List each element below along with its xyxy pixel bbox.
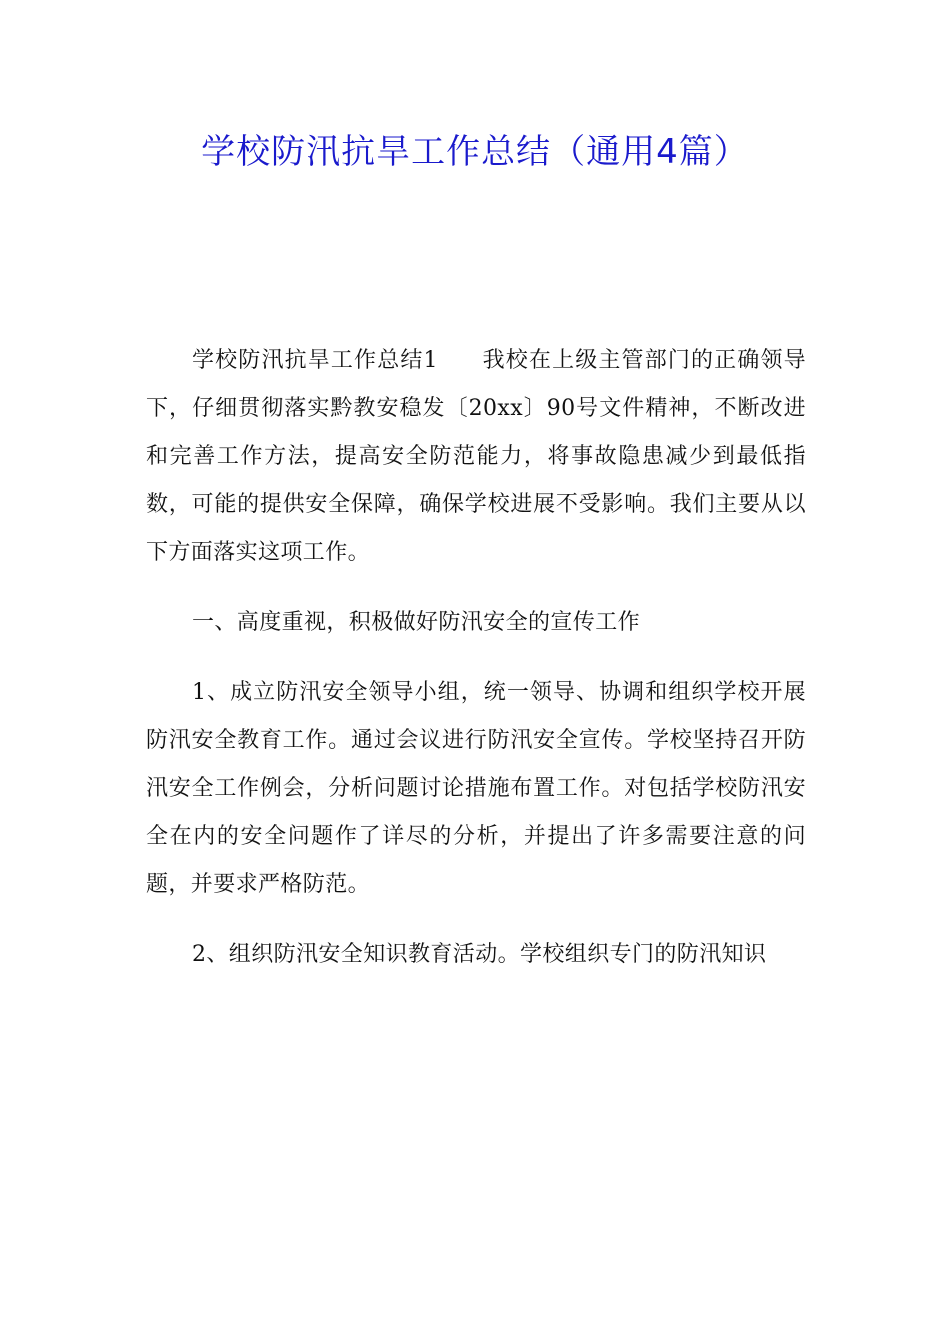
paragraph-3: 1、成立防汛安全领导小组，统一领导、协调和组织学校开展防汛安全教育工作。通过会议进行防汛安全宣传。学校坚持召开防汛安全工作例会，分析问题讨论措施布置工作。对包括学校防汛安全在内的安全问题作了详尽的分析，并提出了许多需要注意的问题，并要求严格防范。 [146,680,806,897]
document-title: 学校防汛抗旱工作总结（通用4篇） [201,132,749,172]
section-heading-1: 学校防汛抗旱工作总结1 [192,348,438,373]
paragraph-1 [146,337,806,577]
paragraph-1-text: 我校在上级主管部门的正确领导下，仔细贯彻落实黔教安稳发〔20xx〕90号文件精神，不断改进和完善工作方法，提高安全防范能力，将事故隐患减少到最低指数，可能的提供安全保障，确保学校进展不受影响。我们主要从以下方面落实这项工作。 [146,348,806,565]
paragraph-2: 一、高度重视，积极做好防汛安全的宣传工作 [192,610,641,635]
paragraph-4: 2、组织防汛安全知识教育活动。学校组织专门的防汛知识 [192,942,767,967]
document-body [146,337,806,1001]
